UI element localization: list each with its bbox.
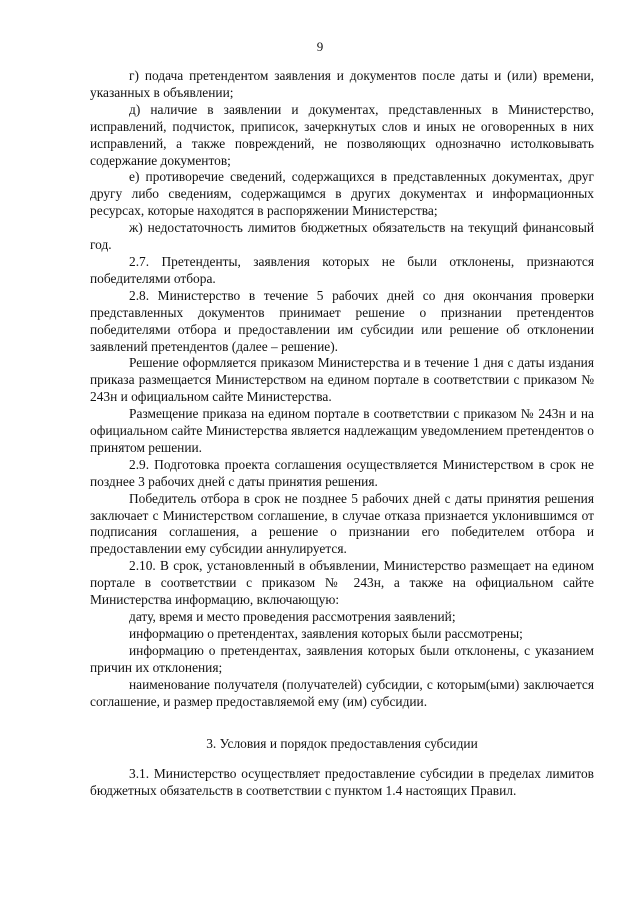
paragraph-item-e: е) противоречие сведений, содержащихся в представленных документах, друг другу либо сведениям, содержащимся в других документах и информационных ресурсах, которые находятся в распоряжении Министерства; [90,169,594,219]
paragraph-2-8: 2.8. Министерство в течение 5 рабочих дней со дня окончания проверки представленных документов принимает решение о признании претендентов победителями отбора и предоставлении им субсидии или решение об отклонении заявлений претендентов (далее – решение). [90,287,594,354]
paragraph-rejected-applicants: информацию о претендентах, заявления которых были отклонены, с указанием причин их отклонения; [90,642,594,675]
paragraph-considered-applicants: информацию о претендентах, заявления которых были рассмотрены; [129,625,523,641]
paragraph-2-10: 2.10. В срок, установленный в объявлении, Министерство размещает на едином портале в соответствии с приказом № 243н, а также на официальном сайте Министерства информацию, включающую: [90,558,594,608]
paragraph-item-d: д) наличие в заявлении и документах, представленных в Министерство, исправлений, подчисток, приписок, зачеркнутых слов и иных не оговоренных в них исправлений, а также повреждений, не позволяющих однозначно истолковывать содержание документов; [90,101,594,168]
section-heading: 3. Условия и порядок предоставления субсидии [206,736,478,752]
paragraph-recipient-name: наименование получателя (получателей) субсидии, с которым(ыми) заключается соглашение, и размер предоставляемой ему (им) субсидии. [90,676,594,709]
paragraph-item-zh: ж) недостаточность лимитов бюджетных обязательств на текущий финансовый год. [90,220,594,253]
paragraph-date-time-place: дату, время и место проведения рассмотрения заявлений; [129,609,456,624]
paragraph-2-7: 2.7. Претенденты, заявления которых не были отклонены, признаются победителями отбора. [90,253,594,286]
paragraph-item-g: г) подача претендентом заявления и документов после даты и (или) времени, указанных в объявлении; [90,68,594,100]
paragraph-winner-agreement: Победитель отбора в срок не позднее 5 рабочих дней с даты принятия решения заключает с Министерством соглашение, в случае отказа признается уклонившимся от подписания соглашения, а решение о признании его победителем отбора и предоставлении ему субсидии аннулируется. [90,490,594,557]
document-body [90,68,594,800]
paragraph-2-9: 2.9. Подготовка проекта соглашения осуществляется Министерством в срок не позднее 3 рабочих дней с даты принятия решения. [90,456,594,489]
page-number: 9 [316,39,324,54]
paragraph-placement-notice: Размещение приказа на едином портале в соответствии с приказом № 243н и на официальном сайте Министерства является надлежащим уведомлением претендентов о принятом решении. [90,406,594,455]
paragraph-3-1: 3.1. Министерство осуществляет предоставление субсидии в пределах лимитов бюджетных обязательств в соответствии с пунктом 1.4 настоящих Правил. [90,766,594,799]
paragraph-decision-order: Решение оформляется приказом Министерства и в течение 1 дня с даты издания приказа размещается Министерством на едином портале в соответствии с приказом № 243н и официальном сайте Министерства. [90,355,594,405]
